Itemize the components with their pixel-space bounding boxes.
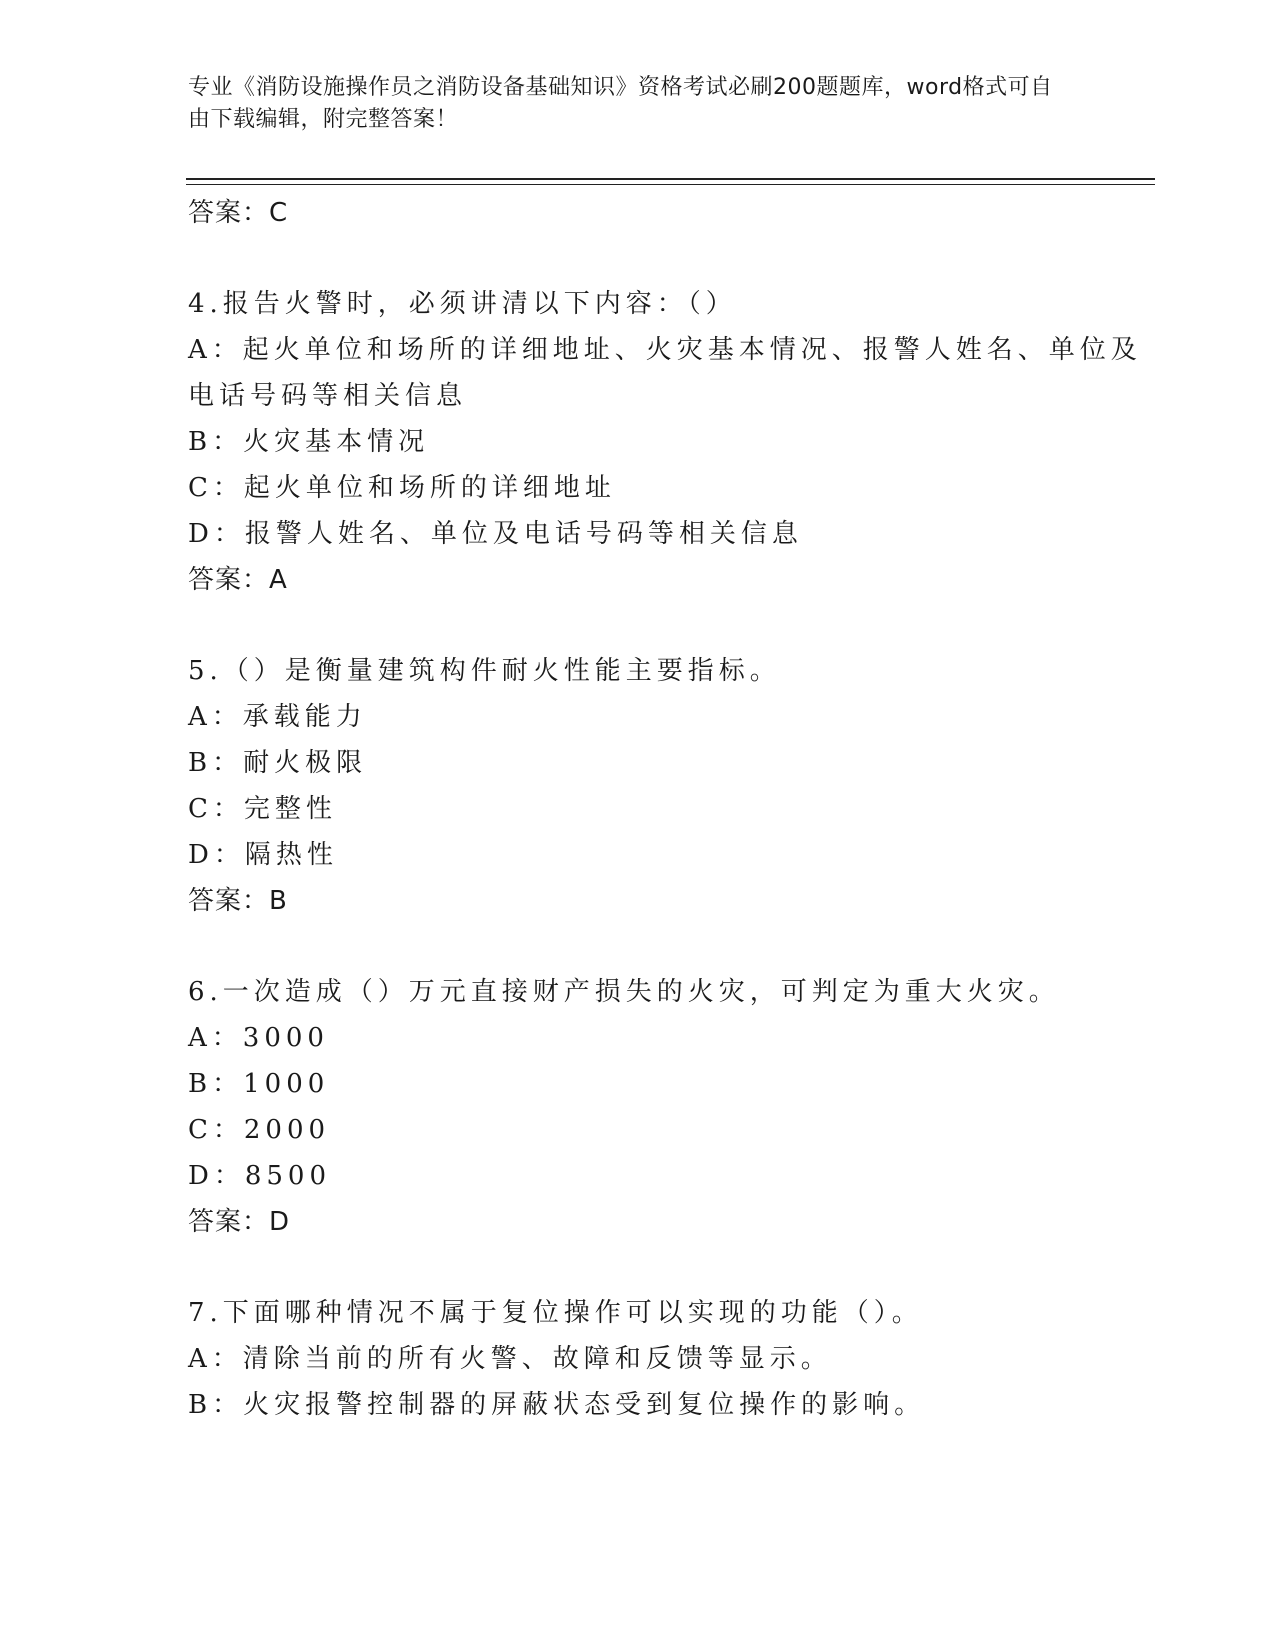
option-line: D：8500	[188, 1161, 332, 1191]
option-line: B：耐火极限	[188, 748, 368, 778]
question-stem: 7.下面哪种情况不属于复位操作可以实现的功能（）。	[188, 1298, 923, 1328]
answer-line: 答案：C	[188, 198, 289, 228]
option-line: D：隔热性	[188, 840, 338, 870]
option-line: D：报警人姓名、单位及电话号码等相关信息	[188, 519, 803, 549]
option-line: A：承载能力	[188, 702, 367, 732]
question-list	[188, 190, 1148, 1428]
question-stem: 6.一次造成（）万元直接财产损失的火灾，可判定为重大火灾。	[188, 977, 1060, 1007]
option-line: C：2000	[188, 1115, 331, 1145]
question-6	[188, 969, 1148, 1245]
header-divider-thin	[186, 184, 1155, 185]
option-line: A：清除当前的所有火警、故障和反馈等显示。	[188, 1344, 832, 1374]
page-header: 专业《消防设施操作员之消防设备基础知识》资格考试必刷200题题库，word格式可自由下载编辑，附完整答案！	[188, 75, 1053, 132]
option-line: A：起火单位和场所的详细地址、火灾基本情况、报警人姓名、单位及	[188, 335, 1142, 365]
option-line: 电话号码等相关信息	[188, 381, 468, 411]
option-line: C：起火单位和场所的详细地址	[188, 473, 616, 503]
answer-line: 答案：A	[188, 565, 288, 595]
option-line: B：火灾基本情况	[188, 427, 430, 457]
question-stem: 4.报告火警时，必须讲清以下内容：（）	[188, 289, 737, 319]
option-line: B：火灾报警控制器的屏蔽状态受到复位操作的影响。	[188, 1390, 926, 1420]
header-divider-thick	[186, 178, 1155, 180]
option-line: A：3000	[188, 1023, 329, 1053]
question-5	[188, 648, 1148, 924]
question-7	[188, 1290, 1148, 1428]
option-line: B：1000	[188, 1069, 330, 1099]
option-line: C：完整性	[188, 794, 337, 824]
answer-line: 答案：B	[188, 886, 288, 916]
answer-line: 答案：D	[188, 1207, 291, 1237]
question-stem: 5.（）是衡量建筑构件耐火性能主要指标。	[188, 656, 781, 686]
question-4	[188, 281, 1148, 603]
